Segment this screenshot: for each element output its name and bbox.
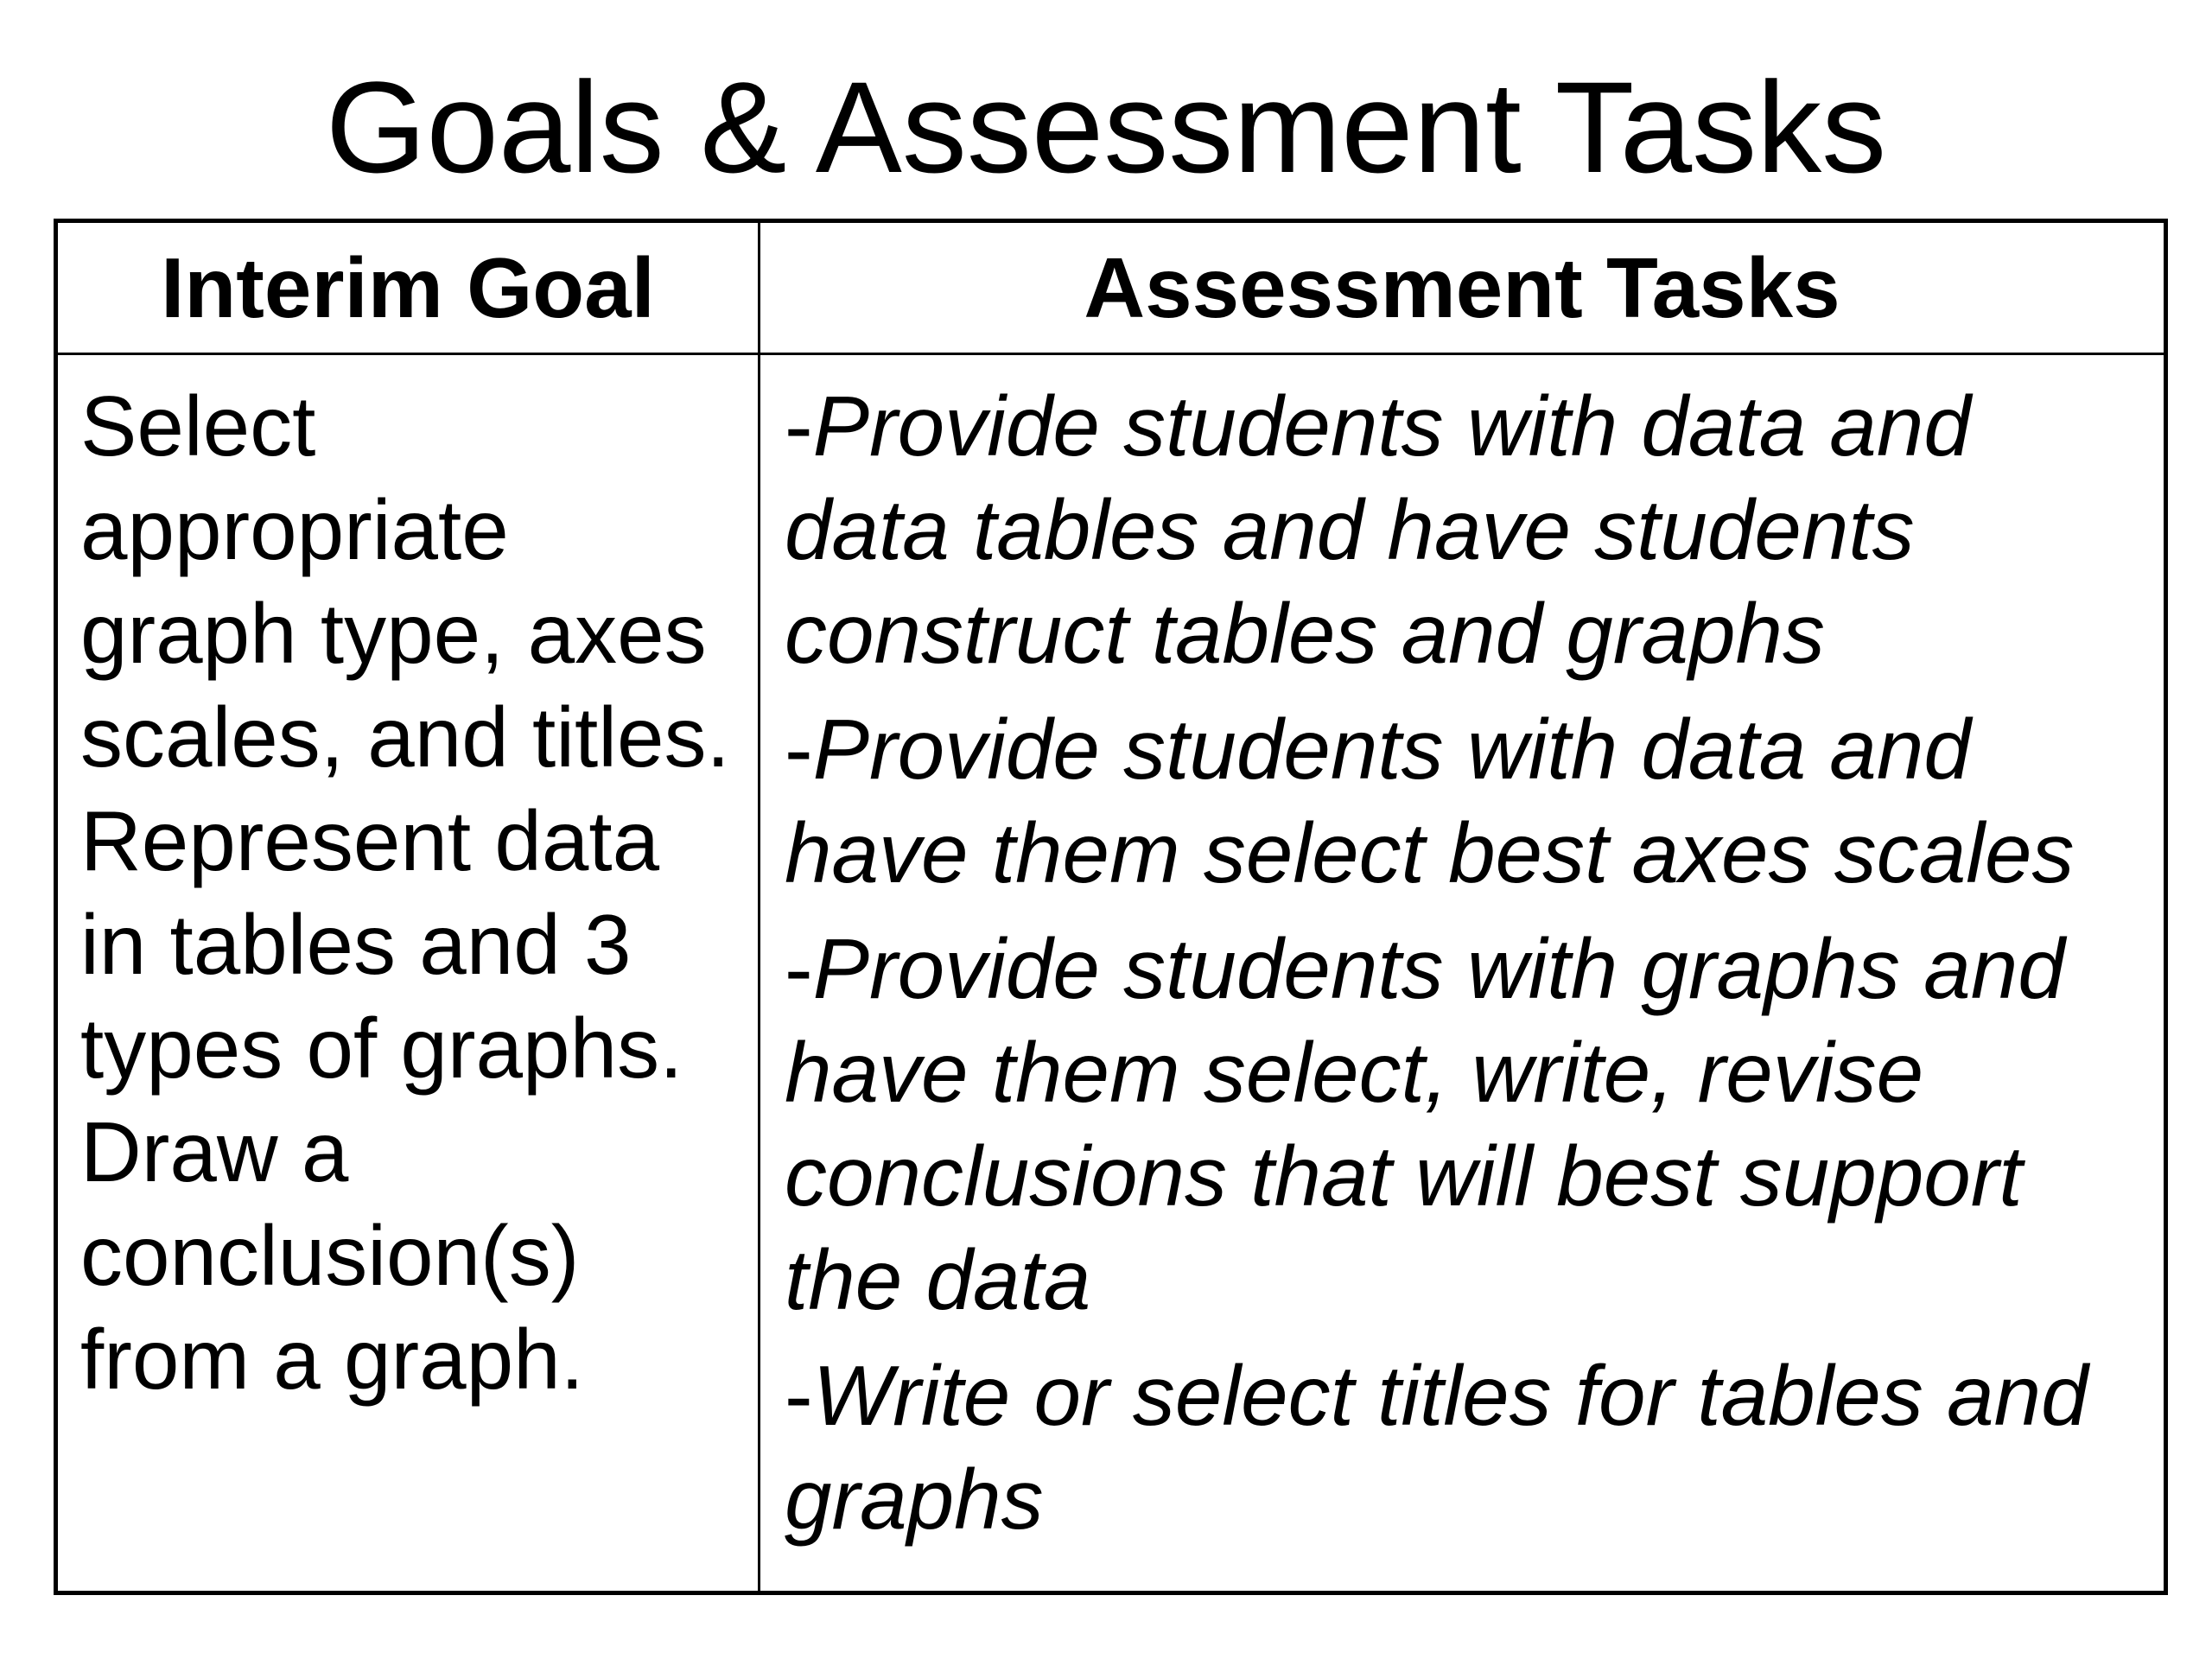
task-item xyxy=(785,374,2150,685)
task-bullet: - xyxy=(785,921,813,1016)
task-text: Provide students with graphs and have them select, write, revise conclusions that will best support the data xyxy=(785,921,2065,1327)
task-item xyxy=(785,697,2150,905)
task-bullet: - xyxy=(785,1348,813,1443)
header-assessment-tasks: Assessment Tasks xyxy=(760,221,2166,354)
task-bullet: - xyxy=(785,378,813,474)
slide-title: Goals & Assessment Tasks xyxy=(325,54,1887,200)
goals-assessment-table xyxy=(54,219,2168,1595)
task-text: Write or select titles for tables and graphs xyxy=(785,1348,2088,1547)
task-item xyxy=(785,1344,2150,1551)
task-bullet: - xyxy=(785,702,813,797)
table-row xyxy=(56,354,2166,1593)
table-header-row xyxy=(56,221,2166,354)
tasks-cell xyxy=(760,354,2166,1593)
header-interim-goal: Interim Goal xyxy=(56,221,760,354)
interim-goal-text: Select appropriate graph type, axes scales, and titles. Represent data in tables and 3 types of graphs. Draw a conclusion(s) from a graph. xyxy=(80,378,730,1407)
goal-cell xyxy=(56,354,760,1593)
task-text: Provide students with data and data tables and have students construct tables and graphs xyxy=(785,378,1971,681)
task-text: Provide students with data and have them select best axes scales xyxy=(785,702,2075,900)
task-item xyxy=(785,917,2150,1332)
